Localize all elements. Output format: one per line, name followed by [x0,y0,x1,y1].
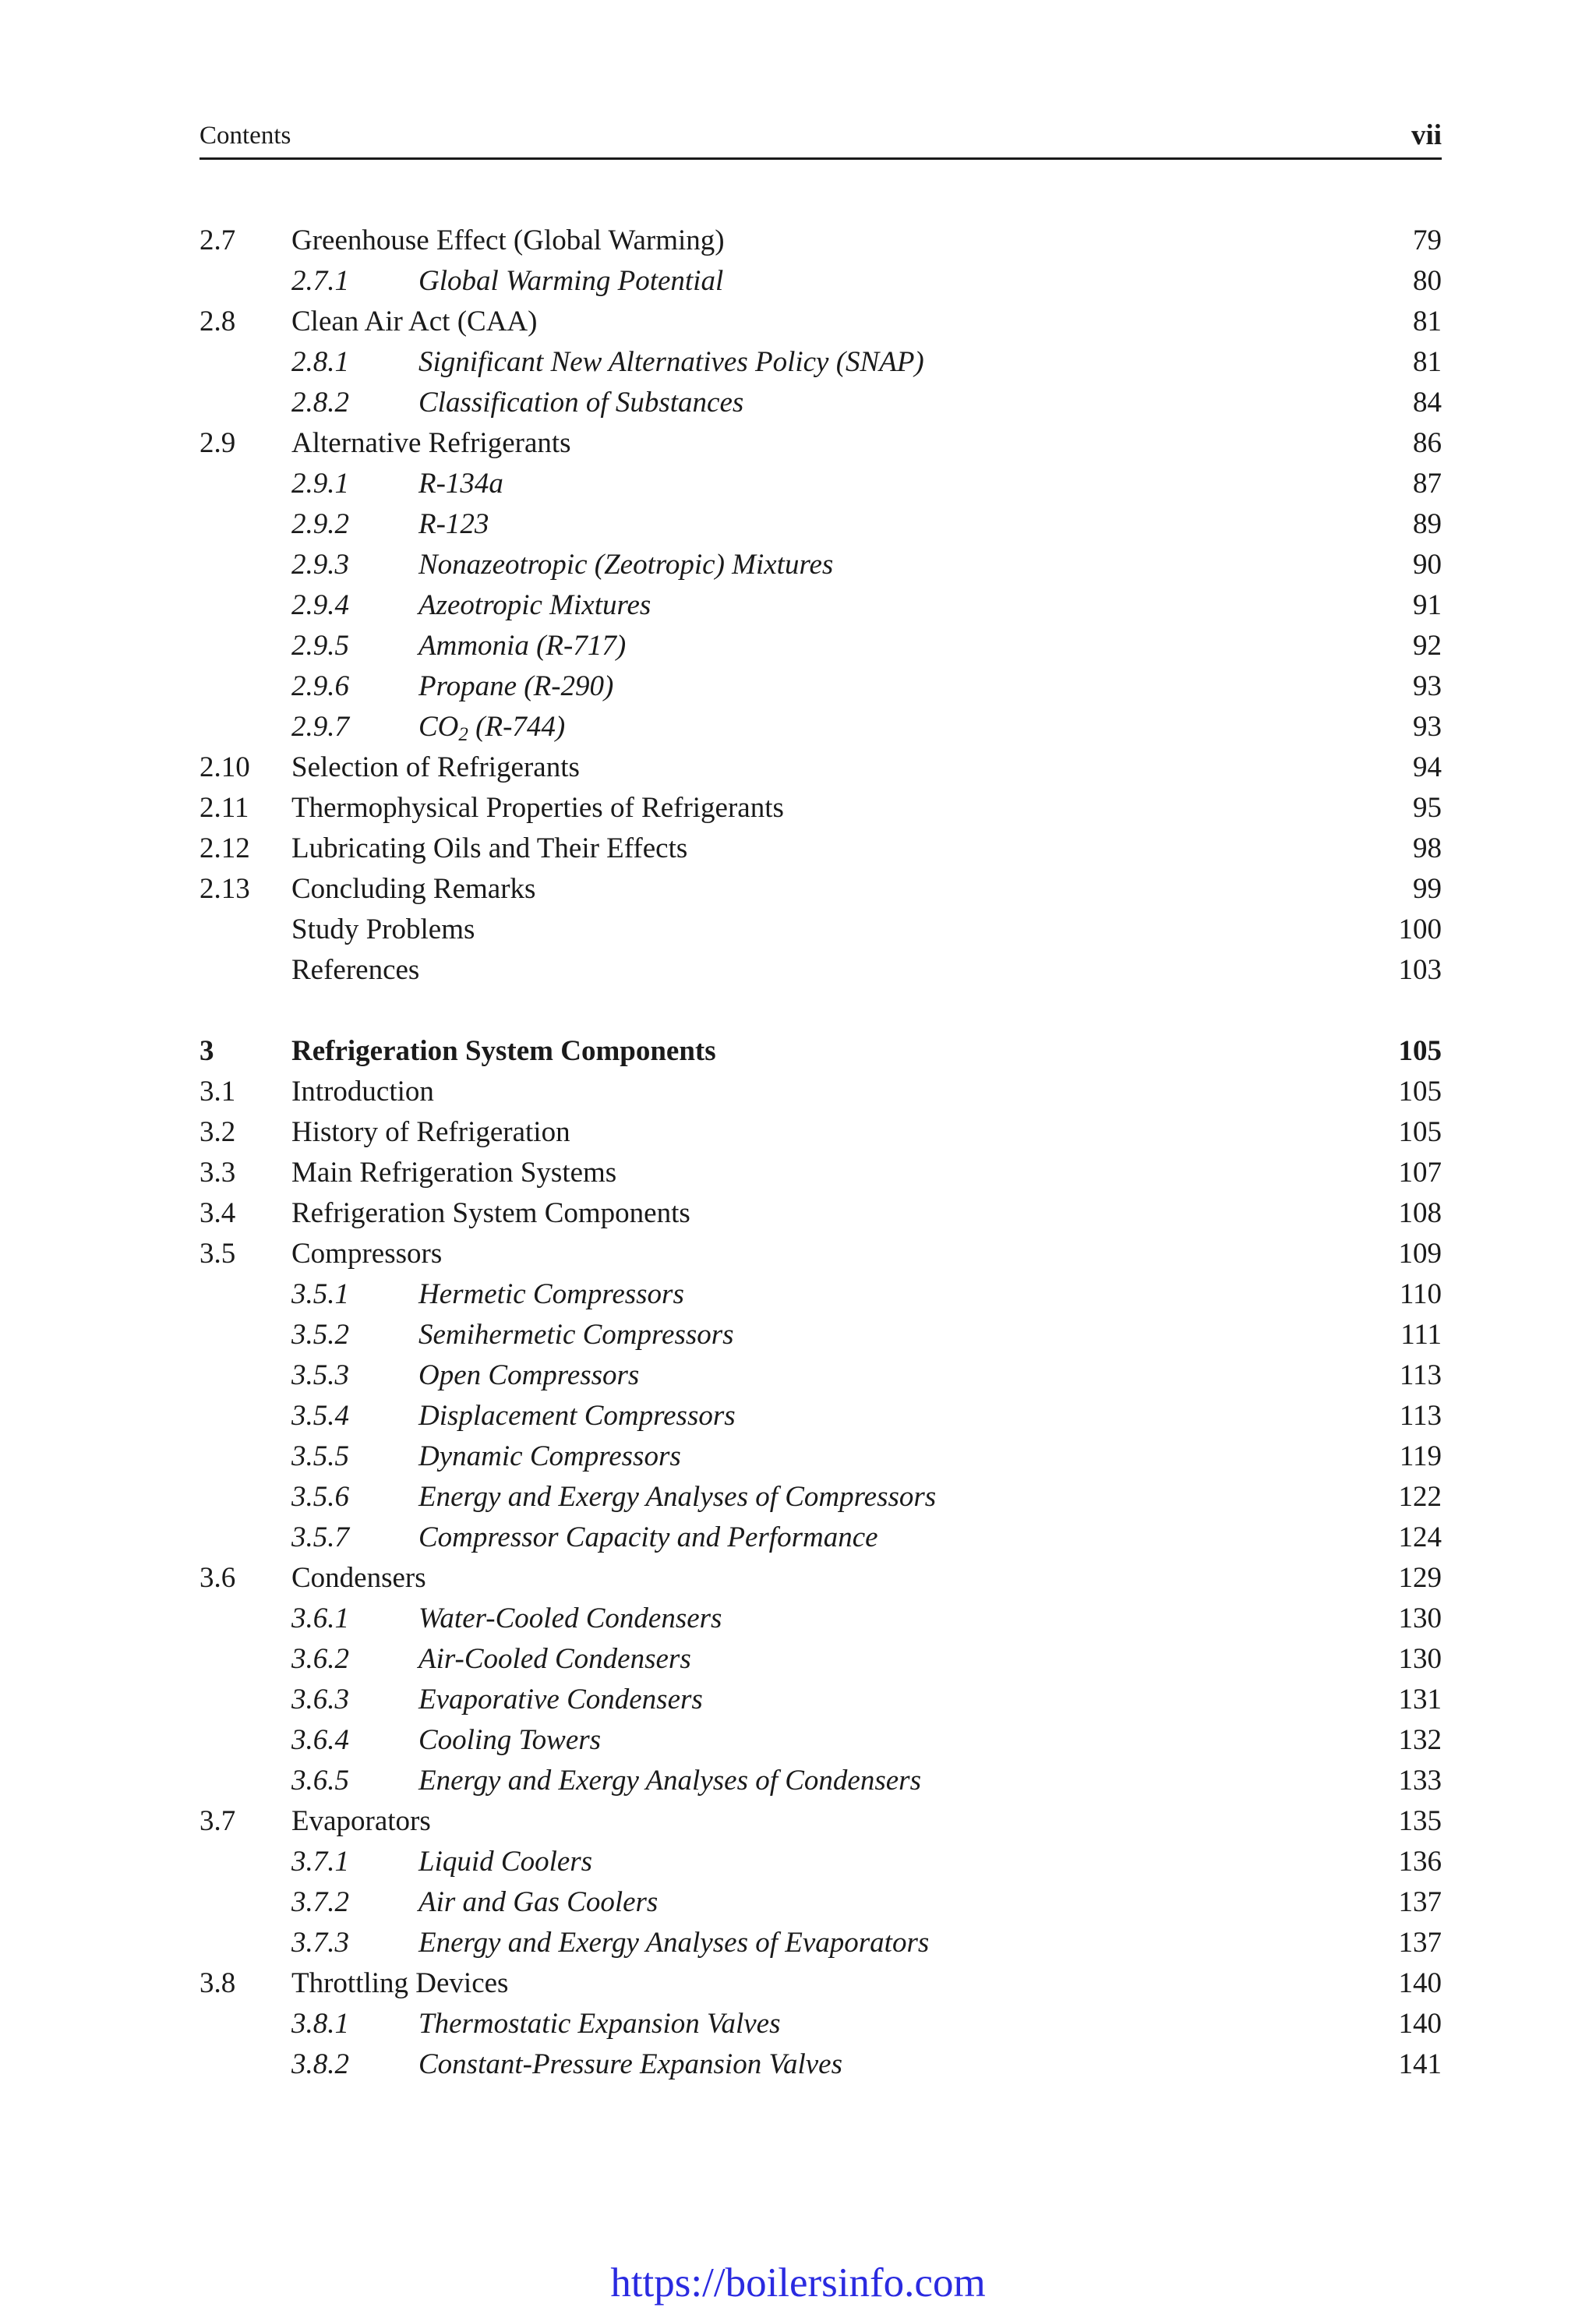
toc-entry-title [291,423,571,464]
toc-entry-page: 105 [1398,1035,1442,1067]
toc-entry-title-text: Introduction [291,1076,434,1108]
toc-subsection-row[interactable] [200,1436,1442,1477]
toc-entry-page: 130 [1398,1602,1442,1634]
toc-entry-title-text: Evaporators [291,1805,431,1837]
toc-subsection-row[interactable] [200,261,1442,302]
toc-entry-number: 2.8.1 [291,346,349,378]
toc-entry-number: 2.8 [200,306,236,337]
toc-entry-page: 135 [1398,1805,1442,1837]
toc-entry-title-text: Selection of Refrigerants [291,751,580,783]
toc-entry-number: 3.4 [200,1197,236,1229]
toc-entry-title-text: R-123 [418,508,489,540]
toc-subsection-row[interactable] [200,1396,1442,1436]
toc-subsection-row[interactable] [200,1761,1442,1801]
toc-entry-page: 91 [1413,589,1442,621]
toc-subsection-row[interactable] [200,545,1442,585]
toc-entry-title-text: Compressors [291,1238,443,1270]
toc-entry-title-suffix: (R-744) [468,711,566,743]
toc-entry-page: 124 [1398,1521,1442,1553]
toc-entry-page: 81 [1413,306,1442,337]
toc-entry-page: 113 [1399,1400,1442,1432]
toc-entry-number: 3.5.4 [291,1400,349,1432]
toc-entry-title [418,1599,722,1639]
toc-entry-title-text: Significant New Alternatives Policy (SNAP) [418,346,924,378]
toc-entry-title [291,788,784,829]
toc-section-row[interactable] [200,1112,1442,1153]
toc-entry-title-text: Energy and Exergy Analyses of Compressors [418,1481,937,1513]
toc-entry-title [418,1639,691,1680]
toc-entry-page: 87 [1413,468,1442,500]
toc-section-row[interactable] [200,910,1442,950]
toc-entry-title [291,747,580,788]
toc-entry-number: 3.8 [200,1967,236,1999]
toc-subsection-row[interactable] [200,1599,1442,1639]
toc-section-row[interactable] [200,747,1442,788]
toc-subsection-row[interactable] [200,464,1442,504]
toc-entry-page: 99 [1413,873,1442,905]
toc-entry-title-text: Ammonia (R-717) [418,630,627,662]
toc-entry-number: 2.13 [200,873,250,905]
toc-subsection-row[interactable] [200,1882,1442,1923]
toc-entry-title-text: CO [418,711,459,743]
running-header-title: Contents [200,122,291,150]
toc-entry-page: 79 [1413,224,1442,256]
toc-entry-title-text: Air and Gas Coolers [418,1886,659,1918]
toc-entry-title-text: Lubricating Oils and Their Effects [291,832,688,864]
toc-entry-number: 3.5.2 [291,1319,349,1351]
toc-subsection-row[interactable] [200,342,1442,383]
toc-section-row[interactable] [200,950,1442,991]
toc-entry-title [418,1436,681,1477]
toc-entry-title [418,585,651,626]
toc-section-row[interactable] [200,829,1442,869]
toc-section-row[interactable] [200,1153,1442,1193]
toc-section-row[interactable] [200,423,1442,464]
toc-entry-number: 3.7.3 [291,1927,349,1959]
toc-entry-number: 2.7 [200,224,236,256]
toc-subsection-row[interactable] [200,1842,1442,1882]
toc-entry-title [418,1761,921,1801]
toc-entry-number: 2.9 [200,427,236,459]
toc-entry-title [291,869,535,910]
toc-entry-title [418,464,503,504]
toc-entry-title [418,1396,736,1436]
toc-entry-page: 93 [1413,670,1442,702]
toc-entry-title [291,950,419,991]
toc-entry-page: 119 [1399,1440,1442,1472]
toc-entry-page: 109 [1398,1238,1442,1270]
toc-entry-title-text: Constant-Pressure Expansion Valves [418,2048,842,2080]
toc-section-row[interactable] [200,1963,1442,2004]
toc-entry-title [418,1720,601,1761]
toc-entry-title-text: Azeotropic Mixtures [418,589,651,621]
toc-entry-number: 2.9.5 [291,630,349,662]
table-of-contents [200,221,1442,2085]
toc-entry-page: 129 [1398,1562,1442,1594]
toc-entry-title-text: Main Refrigeration Systems [291,1157,617,1189]
toc-entry-title [418,261,723,302]
toc-chapter-row[interactable] [200,1031,1442,1072]
toc-entry-title-text: Cooling Towers [418,1724,602,1756]
toc-entry-title [418,383,743,423]
toc-section-row[interactable] [200,1558,1442,1599]
toc-section-row[interactable] [200,221,1442,261]
toc-entry-number: 2.11 [200,792,249,824]
toc-entry-page: 92 [1413,630,1442,662]
toc-entry-number: 2.9.1 [291,468,349,500]
toc-entry-page: 98 [1413,832,1442,864]
toc-subsection-row[interactable] [200,1518,1442,1558]
toc-entry-title-text: Greenhouse Effect (Global Warming) [291,224,725,256]
toc-entry-number: 3.6.2 [291,1643,349,1675]
toc-entry-page: 133 [1398,1765,1442,1797]
toc-entry-number: 3.8.2 [291,2048,349,2080]
toc-entry-title-text: Alternative Refrigerants [291,427,571,459]
toc-entry-title [418,342,924,383]
toc-entry-title-text: Open Compressors [418,1359,640,1391]
toc-entry-page: 107 [1398,1157,1442,1189]
toc-entry-title-text: Dynamic Compressors [418,1440,681,1472]
toc-entry-title [291,1031,716,1072]
toc-entry-title [291,910,475,950]
toc-entry-title-text: Liquid Coolers [418,1846,593,1878]
toc-entry-page: 140 [1398,1967,1442,1999]
toc-entry-title-text: History of Refrigeration [291,1116,570,1148]
toc-entry-title [418,1355,639,1396]
toc-spacer [200,991,1442,1031]
toc-entry-title-text: Energy and Exergy Analyses of Evaporators [418,1927,930,1959]
toc-entry-title-text: Refrigeration System Components [291,1035,716,1067]
toc-entry-page: 141 [1398,2048,1442,2080]
toc-entry-title [418,1274,684,1315]
toc-entry-number: 3.8.1 [291,2008,349,2040]
toc-section-row[interactable] [200,788,1442,829]
toc-entry-title [418,2004,781,2044]
toc-entry-title-text: Condensers [291,1562,426,1594]
toc-subsection-row[interactable] [200,666,1442,707]
toc-entry-page: 137 [1398,1886,1442,1918]
toc-entry-title-text: Propane (R-290) [418,670,614,702]
toc-entry-title-text: Classification of Substances [418,387,744,419]
toc-subsection-row[interactable] [200,1315,1442,1355]
toc-entry-title [291,1193,690,1234]
toc-subsection-row[interactable] [200,1680,1442,1720]
toc-entry-page: 110 [1399,1278,1442,1310]
toc-entry-title [418,1842,592,1882]
toc-entry-page: 136 [1398,1846,1442,1878]
toc-entry-title-text: Hermetic Compressors [418,1278,684,1310]
toc-entry-number: 3.1 [200,1076,236,1108]
toc-subsection-row[interactable] [200,1355,1442,1396]
footer-link[interactable]: https://boilersinfo.com [610,2260,986,2306]
toc-entry-title [291,1153,616,1193]
toc-entry-number: 3.7.2 [291,1886,349,1918]
toc-entry-title [418,626,626,666]
toc-entry-page: 113 [1399,1359,1442,1391]
toc-entry-page: 131 [1398,1684,1442,1716]
toc-entry-title-text: Compressor Capacity and Performance [418,1521,878,1553]
toc-entry-title-text: Nonazeotropic (Zeotropic) Mixtures [418,549,834,581]
toc-entry-page: 108 [1398,1197,1442,1229]
toc-entry-title [418,545,833,585]
toc-entry-number: 2.9.6 [291,670,349,702]
running-header [200,115,1442,160]
toc-entry-number: 3.6.4 [291,1724,349,1756]
toc-entry-number: 3.6.5 [291,1765,349,1797]
toc-subsection-row[interactable] [200,707,1442,747]
toc-entry-title-text: Water-Cooled Condensers [418,1602,722,1634]
toc-subsection-row[interactable] [200,626,1442,666]
toc-entry-title [418,666,613,707]
toc-section-row[interactable] [200,869,1442,910]
toc-entry-title-text: Energy and Exergy Analyses of Condensers [418,1765,921,1797]
toc-entry-title-text: Concluding Remarks [291,873,536,905]
toc-section-row[interactable] [200,302,1442,342]
toc-entry-number: 2.7.1 [291,265,349,297]
toc-entry-title [418,2044,842,2085]
toc-entry-number: 2.10 [200,751,250,783]
toc-entry-page: 137 [1398,1927,1442,1959]
toc-entry-number: 3.5 [200,1238,236,1270]
toc-entry-number: 3.6 [200,1562,236,1594]
toc-entry-page: 122 [1398,1481,1442,1513]
toc-entry-number: 3 [200,1035,214,1067]
toc-entry-number: 3.5.7 [291,1521,349,1553]
toc-entry-page: 140 [1398,2008,1442,2040]
toc-entry-title-text: Global Warming Potential [418,265,724,297]
toc-entry-title-text: Study Problems [291,913,475,945]
toc-entry-title [418,1477,936,1518]
toc-entry-title-text: Throttling Devices [291,1967,509,1999]
toc-entry-title [291,1801,431,1842]
toc-entry-page: 105 [1398,1076,1442,1108]
toc-entry-title-text: Semihermetic Compressors [418,1319,734,1351]
toc-entry-title [418,1518,878,1558]
toc-entry-page: 132 [1398,1724,1442,1756]
toc-entry-title [291,829,687,869]
toc-entry-title-text: Displacement Compressors [418,1400,736,1432]
toc-entry-title-text: R-134a [418,468,503,500]
toc-subsection-row[interactable] [200,1923,1442,1963]
toc-entry-number: 2.12 [200,832,250,864]
toc-entry-title-text: Thermostatic Expansion Valves [418,2008,781,2040]
toc-entry-number: 3.3 [200,1157,236,1189]
toc-entry-page: 84 [1413,387,1442,419]
toc-entry-title-text: Clean Air Act (CAA) [291,306,538,337]
toc-entry-page: 81 [1413,346,1442,378]
toc-subsection-row[interactable] [200,2044,1442,2085]
toc-subsection-row[interactable] [200,1274,1442,1315]
toc-entry-page: 90 [1413,549,1442,581]
toc-entry-title-text: Thermophysical Properties of Refrigerants [291,792,784,824]
toc-entry-page: 80 [1413,265,1442,297]
toc-entry-page: 89 [1413,508,1442,540]
toc-entry-title [291,1072,434,1112]
toc-entry-title [291,221,725,261]
toc-entry-title [418,1315,734,1355]
toc-entry-page: 95 [1413,792,1442,824]
toc-entry-title-text: Evaporative Condensers [418,1684,703,1716]
toc-subsection-row[interactable] [200,585,1442,626]
toc-entry-title-text: References [291,954,420,986]
toc-entry-number: 2.9.2 [291,508,349,540]
toc-entry-title [418,504,489,545]
toc-entry-page: 100 [1398,913,1442,945]
toc-entry-number: 2.9.7 [291,711,349,743]
toc-entry-title [291,302,537,342]
toc-entry-number: 3.5.5 [291,1440,349,1472]
toc-subsection-row[interactable] [200,1477,1442,1518]
toc-subsection-row[interactable] [200,1720,1442,1761]
toc-entry-title [418,1882,658,1923]
toc-entry-number: 3.6.3 [291,1684,349,1716]
toc-entry-title [291,1963,508,2004]
toc-entry-number: 3.5.3 [291,1359,349,1391]
toc-entry-title [291,1112,570,1153]
toc-entry-number: 3.7 [200,1805,236,1837]
toc-entry-number: 3.6.1 [291,1602,349,1634]
toc-section-row[interactable] [200,1234,1442,1274]
toc-entry-page: 111 [1400,1319,1442,1351]
page-number: vii [1411,119,1442,151]
toc-entry-number: 3.5.6 [291,1481,349,1513]
toc-entry-number: 2.9.3 [291,549,349,581]
toc-entry-title [291,1558,426,1599]
toc-entry-number: 2.9.4 [291,589,349,621]
toc-subsection-row[interactable] [200,2004,1442,2044]
toc-entry-page: 94 [1413,751,1442,783]
toc-entry-page: 103 [1398,954,1442,986]
toc-entry-title [418,1680,703,1720]
toc-entry-page: 130 [1398,1643,1442,1675]
toc-subsection-row[interactable] [200,504,1442,545]
toc-entry-number: 3.7.1 [291,1846,349,1878]
toc-entry-number: 3.5.1 [291,1278,349,1310]
toc-section-row[interactable] [200,1072,1442,1112]
toc-subsection-row[interactable] [200,383,1442,423]
toc-subsection-row[interactable] [200,1639,1442,1680]
toc-entry-page: 105 [1398,1116,1442,1148]
toc-entry-page: 86 [1413,427,1442,459]
toc-entry-page: 93 [1413,711,1442,743]
toc-entry-number: 3.2 [200,1116,236,1148]
toc-entry-title [291,1234,442,1274]
toc-entry-number: 2.8.2 [291,387,349,419]
toc-section-row[interactable] [200,1801,1442,1842]
toc-entry-subscript: 2 [458,724,468,745]
toc-entry-title-text: Air-Cooled Condensers [418,1643,691,1675]
toc-entry-title [418,1923,929,1963]
toc-section-row[interactable] [200,1193,1442,1234]
toc-entry-title-text: Refrigeration System Components [291,1197,690,1229]
